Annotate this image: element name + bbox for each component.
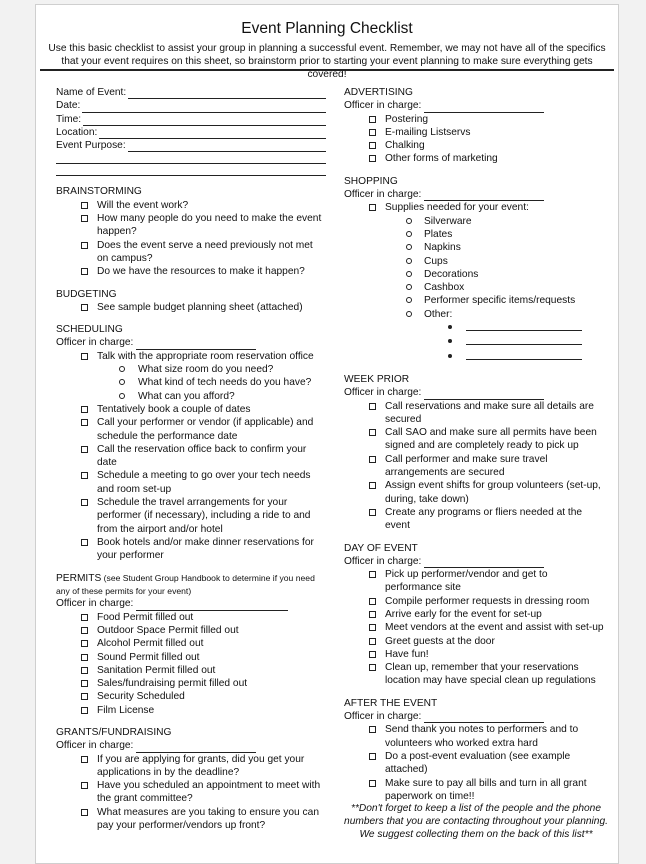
officer-line[interactable] bbox=[424, 558, 544, 568]
left-column bbox=[56, 86, 326, 832]
checklist-item[interactable]: Call your performer or vendor (if applicable) and schedule the performance date bbox=[56, 416, 326, 443]
section-heading: DAY OF EVENT bbox=[344, 542, 418, 554]
checklist-item[interactable]: Postering bbox=[344, 113, 606, 126]
checklist-subitem[interactable]: What size room do you need? bbox=[56, 363, 326, 376]
checklist-sheet bbox=[35, 4, 619, 864]
officer-line[interactable] bbox=[424, 103, 544, 113]
checklist-item[interactable]: How many people do you need to make the event happen? bbox=[56, 212, 326, 239]
checklist-item[interactable]: Security Scheduled bbox=[56, 690, 326, 703]
section-shopping bbox=[344, 175, 606, 364]
checklist-item[interactable]: Send thank you notes to performers and to volunteers who worked extra hard bbox=[344, 723, 606, 750]
checklist-item[interactable]: Sound Permit filled out bbox=[56, 651, 326, 664]
checklist-subitem[interactable]: Plates bbox=[344, 228, 606, 241]
field-label: Name of Event: bbox=[56, 87, 127, 98]
checklist-subitem[interactable]: What kind of tech needs do you have? bbox=[56, 376, 326, 389]
section-day-of-event bbox=[344, 542, 606, 688]
section-heading: WEEK PRIOR bbox=[344, 373, 410, 385]
section-heading: SHOPPING bbox=[344, 175, 398, 187]
header-divider bbox=[40, 69, 614, 71]
section-week-prior bbox=[344, 373, 606, 533]
checklist-item[interactable]: Film License bbox=[56, 704, 326, 717]
officer-in-charge-field[interactable] bbox=[344, 386, 606, 399]
section-heading: AFTER THE EVENT bbox=[344, 697, 438, 709]
checklist-item[interactable]: Food Permit filled out bbox=[56, 611, 326, 624]
checklist-item[interactable]: Assign event shifts for group volunteers (set-up, during, take down) bbox=[344, 479, 606, 506]
checklist-subitem[interactable]: Cups bbox=[344, 255, 606, 268]
officer-line[interactable] bbox=[136, 601, 288, 611]
field-line[interactable] bbox=[99, 129, 326, 139]
checklist-item[interactable]: What measures are you taking to ensure you can pay your performer/vendors up front? bbox=[56, 806, 326, 833]
checklist-item[interactable]: Talk with the appropriate room reservation office bbox=[56, 350, 326, 363]
checklist-item[interactable]: Supplies needed for your event: bbox=[344, 201, 606, 214]
officer-line[interactable] bbox=[424, 713, 544, 723]
checklist-item[interactable]: Alcohol Permit filled out bbox=[56, 637, 326, 650]
checklist-item[interactable]: Create any programs or fliers needed at the event bbox=[344, 506, 606, 533]
checklist-subitem[interactable]: Silverware bbox=[344, 215, 606, 228]
section-heading: GRANTS/FUNDRAISING bbox=[56, 726, 172, 738]
officer-label: Officer in charge: bbox=[344, 711, 422, 723]
section-after-the-event bbox=[344, 697, 606, 803]
section-grants-fundraising bbox=[56, 726, 326, 832]
checklist-item[interactable]: See sample budget planning sheet (attached) bbox=[56, 301, 326, 314]
checklist-item[interactable]: Call the reservation office back to confirm your date bbox=[56, 443, 326, 470]
section-heading: BRAINSTORMING bbox=[56, 186, 142, 198]
officer-in-charge-field[interactable] bbox=[344, 710, 606, 723]
checklist-item[interactable]: Clean up, remember that your reservations location may have special clean up regulations bbox=[344, 661, 606, 688]
checklist-item[interactable]: Call performer and make sure travel arrangements are secured bbox=[344, 453, 606, 480]
checklist-item[interactable]: Have you scheduled an appointment to meet with the grant committee? bbox=[56, 779, 326, 806]
officer-label: Officer in charge: bbox=[56, 337, 134, 349]
officer-label: Officer in charge: bbox=[344, 100, 422, 112]
section-heading: SCHEDULING bbox=[56, 324, 123, 336]
blank-line[interactable] bbox=[466, 321, 582, 331]
intro-text: Use this basic checklist to assist your group in planning a successful event. Remember, we may not have all of the specifics that your event requires on this sheet, so brainstorm prior to starting your event planning to make sure everything gets covered! bbox=[48, 43, 606, 80]
checklist-item[interactable]: Compile performer requests in dressing room bbox=[344, 595, 606, 608]
checklist-item[interactable]: Have fun! bbox=[344, 648, 606, 661]
officer-line[interactable] bbox=[424, 390, 544, 400]
checklist-item[interactable]: Schedule the travel arrangements for your performer (if necessary), including a ride to and from the airport and/or hotel bbox=[56, 496, 326, 536]
checklist-item[interactable]: Pick up performer/vendor and get to performance site bbox=[344, 568, 606, 595]
checklist-subitem[interactable]: Cashbox bbox=[344, 281, 606, 294]
field-line[interactable] bbox=[83, 116, 326, 126]
checklist-item[interactable]: Tentatively book a couple of dates bbox=[56, 403, 326, 416]
field-line[interactable] bbox=[128, 142, 326, 152]
other-blank-line[interactable] bbox=[344, 335, 606, 349]
officer-in-charge-field[interactable] bbox=[344, 555, 606, 568]
checklist-item[interactable]: Does the event serve a need previously not met on campus? bbox=[56, 239, 326, 266]
checklist-item[interactable]: Other forms of marketing bbox=[344, 152, 606, 165]
field-line[interactable] bbox=[82, 103, 326, 113]
permits-heading: PERMITS bbox=[56, 572, 102, 584]
checklist-subitem[interactable]: What can you afford? bbox=[56, 390, 326, 403]
checklist-item[interactable]: Book hotels and/or make dinner reservations for your performer bbox=[56, 536, 326, 563]
field-label: Location: bbox=[56, 126, 98, 138]
other-blank-line[interactable] bbox=[344, 350, 606, 364]
section-advertising bbox=[344, 86, 606, 166]
checklist-item[interactable]: Call reservations and make sure all details are secured bbox=[344, 400, 606, 427]
officer-in-charge-field[interactable] bbox=[344, 99, 606, 112]
page-title: Event Planning Checklist bbox=[241, 20, 413, 37]
field-date[interactable] bbox=[56, 99, 326, 112]
checklist-item[interactable]: Do a post-event evaluation (see example attached) bbox=[344, 750, 606, 777]
field-name-of-event[interactable] bbox=[56, 86, 326, 99]
field-event-purpose[interactable] bbox=[56, 139, 326, 152]
field-line[interactable] bbox=[128, 89, 326, 99]
field-label: Date: bbox=[56, 100, 81, 112]
checklist-item[interactable]: Call SAO and make sure all permits have been signed and are completely ready to pick up bbox=[344, 426, 606, 453]
field-time[interactable] bbox=[56, 113, 326, 126]
section-heading bbox=[56, 572, 326, 598]
field-line[interactable] bbox=[56, 152, 326, 164]
field-line[interactable] bbox=[56, 164, 326, 176]
officer-in-charge-field[interactable] bbox=[56, 597, 326, 610]
officer-label: Officer in charge: bbox=[344, 555, 422, 567]
officer-line[interactable] bbox=[136, 743, 256, 753]
checklist-item[interactable]: Arrive early for the event for set-up bbox=[344, 608, 606, 621]
checklist-item[interactable]: Will the event work? bbox=[56, 199, 326, 212]
officer-label: Officer in charge: bbox=[344, 387, 422, 399]
section-heading: ADVERTISING bbox=[344, 87, 413, 98]
checklist-item[interactable]: Make sure to pay all bills and turn in all grant paperwork on time!! bbox=[344, 777, 606, 804]
officer-label: Officer in charge: bbox=[344, 189, 422, 201]
blank-line[interactable] bbox=[466, 335, 582, 345]
checklist-item[interactable]: Sanitation Permit filled out bbox=[56, 664, 326, 677]
officer-line[interactable] bbox=[424, 191, 544, 201]
event-details bbox=[56, 86, 326, 176]
checklist-subitem[interactable]: Other: bbox=[344, 308, 606, 321]
checklist-item[interactable]: If you are applying for grants, did you get your applications in by the deadline? bbox=[56, 753, 326, 780]
checklist-item[interactable]: Chalking bbox=[344, 139, 606, 152]
right-column bbox=[344, 86, 606, 803]
officer-in-charge-field[interactable] bbox=[56, 336, 326, 349]
checklist-item[interactable]: Outdoor Space Permit filled out bbox=[56, 624, 326, 637]
permits-heading-note: (see Student Group Handbook to determine if you need any of these permits for your event) bbox=[56, 572, 315, 596]
checklist-item[interactable]: Schedule a meeting to go over your tech needs and room set-up bbox=[56, 469, 326, 496]
section-permits bbox=[56, 572, 326, 717]
checklist-item[interactable]: Greet guests at the door bbox=[344, 635, 606, 648]
checklist-item[interactable]: Do we have the resources to make it happen? bbox=[56, 265, 326, 278]
footer-note: **Don't forget to keep a list of the people and the phone numbers that you are contacting throughout your planning. We suggest collecting them on the back of this list** bbox=[344, 803, 608, 840]
section-heading: BUDGETING bbox=[56, 288, 117, 300]
section-brainstorming bbox=[56, 185, 326, 278]
checklist-subitem[interactable]: Napkins bbox=[344, 241, 606, 254]
field-label: Time: bbox=[56, 113, 82, 125]
field-label: Event Purpose: bbox=[56, 140, 126, 152]
checklist-subitem[interactable]: Performer specific items/requests bbox=[344, 294, 606, 307]
field-location[interactable] bbox=[56, 126, 326, 139]
other-blank-line[interactable] bbox=[344, 321, 606, 335]
blank-line[interactable] bbox=[466, 350, 582, 360]
section-scheduling bbox=[56, 323, 326, 562]
checklist-item[interactable]: E-mailing Listservs bbox=[344, 126, 606, 139]
checklist-subitem[interactable]: Decorations bbox=[344, 268, 606, 281]
officer-in-charge-field[interactable] bbox=[344, 188, 606, 201]
officer-line[interactable] bbox=[136, 340, 256, 350]
checklist-item[interactable]: Meet vendors at the event and assist with set-up bbox=[344, 621, 606, 634]
officer-in-charge-field[interactable] bbox=[56, 739, 326, 752]
officer-label: Officer in charge: bbox=[56, 598, 134, 610]
section-budgeting bbox=[56, 288, 326, 315]
officer-label: Officer in charge: bbox=[56, 740, 134, 752]
checklist-item[interactable]: Sales/fundraising permit filled out bbox=[56, 677, 326, 690]
